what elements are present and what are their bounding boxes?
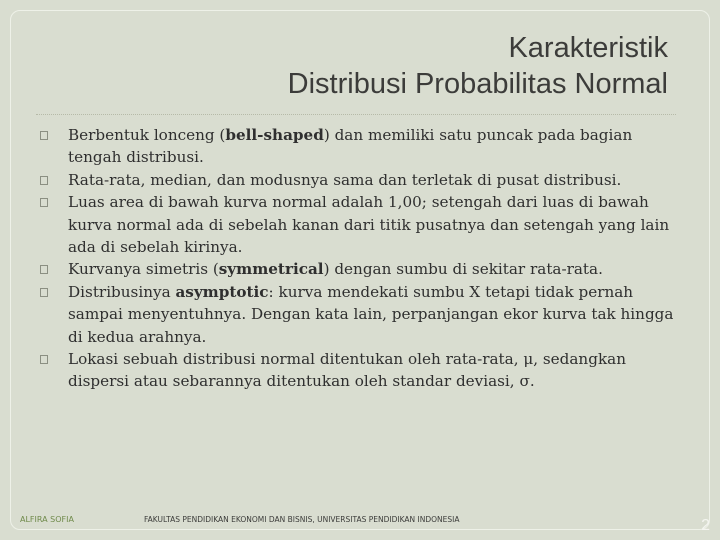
title-line-1: Karakteristik <box>508 32 668 64</box>
footer-author: ALFIRA SOFIA <box>20 515 74 524</box>
bullet-text: Kurvanya simetris ( <box>68 260 219 279</box>
bullet-item-symmetrical <box>40 258 688 280</box>
bullet-text: : kurva mendekati sumbu X tetapi tidak pernah sampai menyentuhnya. Dengan kata lain, perpanjangan ekor kurva tak hingga di kedua arahnya. <box>68 282 674 346</box>
footer-institution: FAKULTAS PENDIDIKAN EKONOMI DAN BISNIS, UNIVERSITAS PENDIDIKAN INDONESIA <box>144 515 460 524</box>
square-bullet-icon <box>40 131 48 140</box>
square-bullet-icon <box>40 355 48 364</box>
square-bullet-icon <box>40 176 48 185</box>
slide-title <box>68 30 668 102</box>
bullet-text: Luas area di bawah kurva normal adalah 1,00; setengah dari luas di bawah kurva normal ada di sebelah kanan dari titik pusatnya dan setengah yang lain ada di sebelah kirinya. <box>68 193 670 257</box>
bullet-item-bell-shaped <box>40 124 688 169</box>
title-line-2: Distribusi Probabilitas Normal <box>287 68 668 100</box>
bullet-text: Lokasi sebuah distribusi normal ditentukan oleh rata-rata, μ, sedangkan dispersi atau sebarannya ditentukan oleh standar deviasi, σ. <box>68 350 626 391</box>
square-bullet-icon <box>40 198 48 207</box>
bullet-item-central-tendency <box>40 169 688 191</box>
bullet-text: ) dengan sumbu di sekitar rata-rata. <box>323 260 603 279</box>
bullet-list <box>40 124 688 393</box>
title-divider <box>36 114 676 115</box>
bullet-bold-term: asymptotic <box>175 282 269 301</box>
bullet-bold-term: symmetrical <box>218 260 324 279</box>
square-bullet-icon <box>40 265 48 274</box>
page-number: 2 <box>701 517 710 534</box>
bullet-text: ) dan memiliki satu puncak pada bagian tengah distribusi. <box>68 126 633 167</box>
bullet-item-location-dispersion <box>40 348 688 393</box>
bullet-text: Rata-rata, median, dan modusnya sama dan terletak di pusat distribusi. <box>68 170 622 189</box>
bullet-item-asymptotic <box>40 281 688 348</box>
bullet-text: Distribusinya <box>68 282 176 301</box>
bullet-bold-term: bell-shaped <box>225 126 324 144</box>
bullet-item-area <box>40 191 688 258</box>
square-bullet-icon <box>40 288 48 297</box>
bullet-text: Berbentuk lonceng ( <box>68 126 226 144</box>
